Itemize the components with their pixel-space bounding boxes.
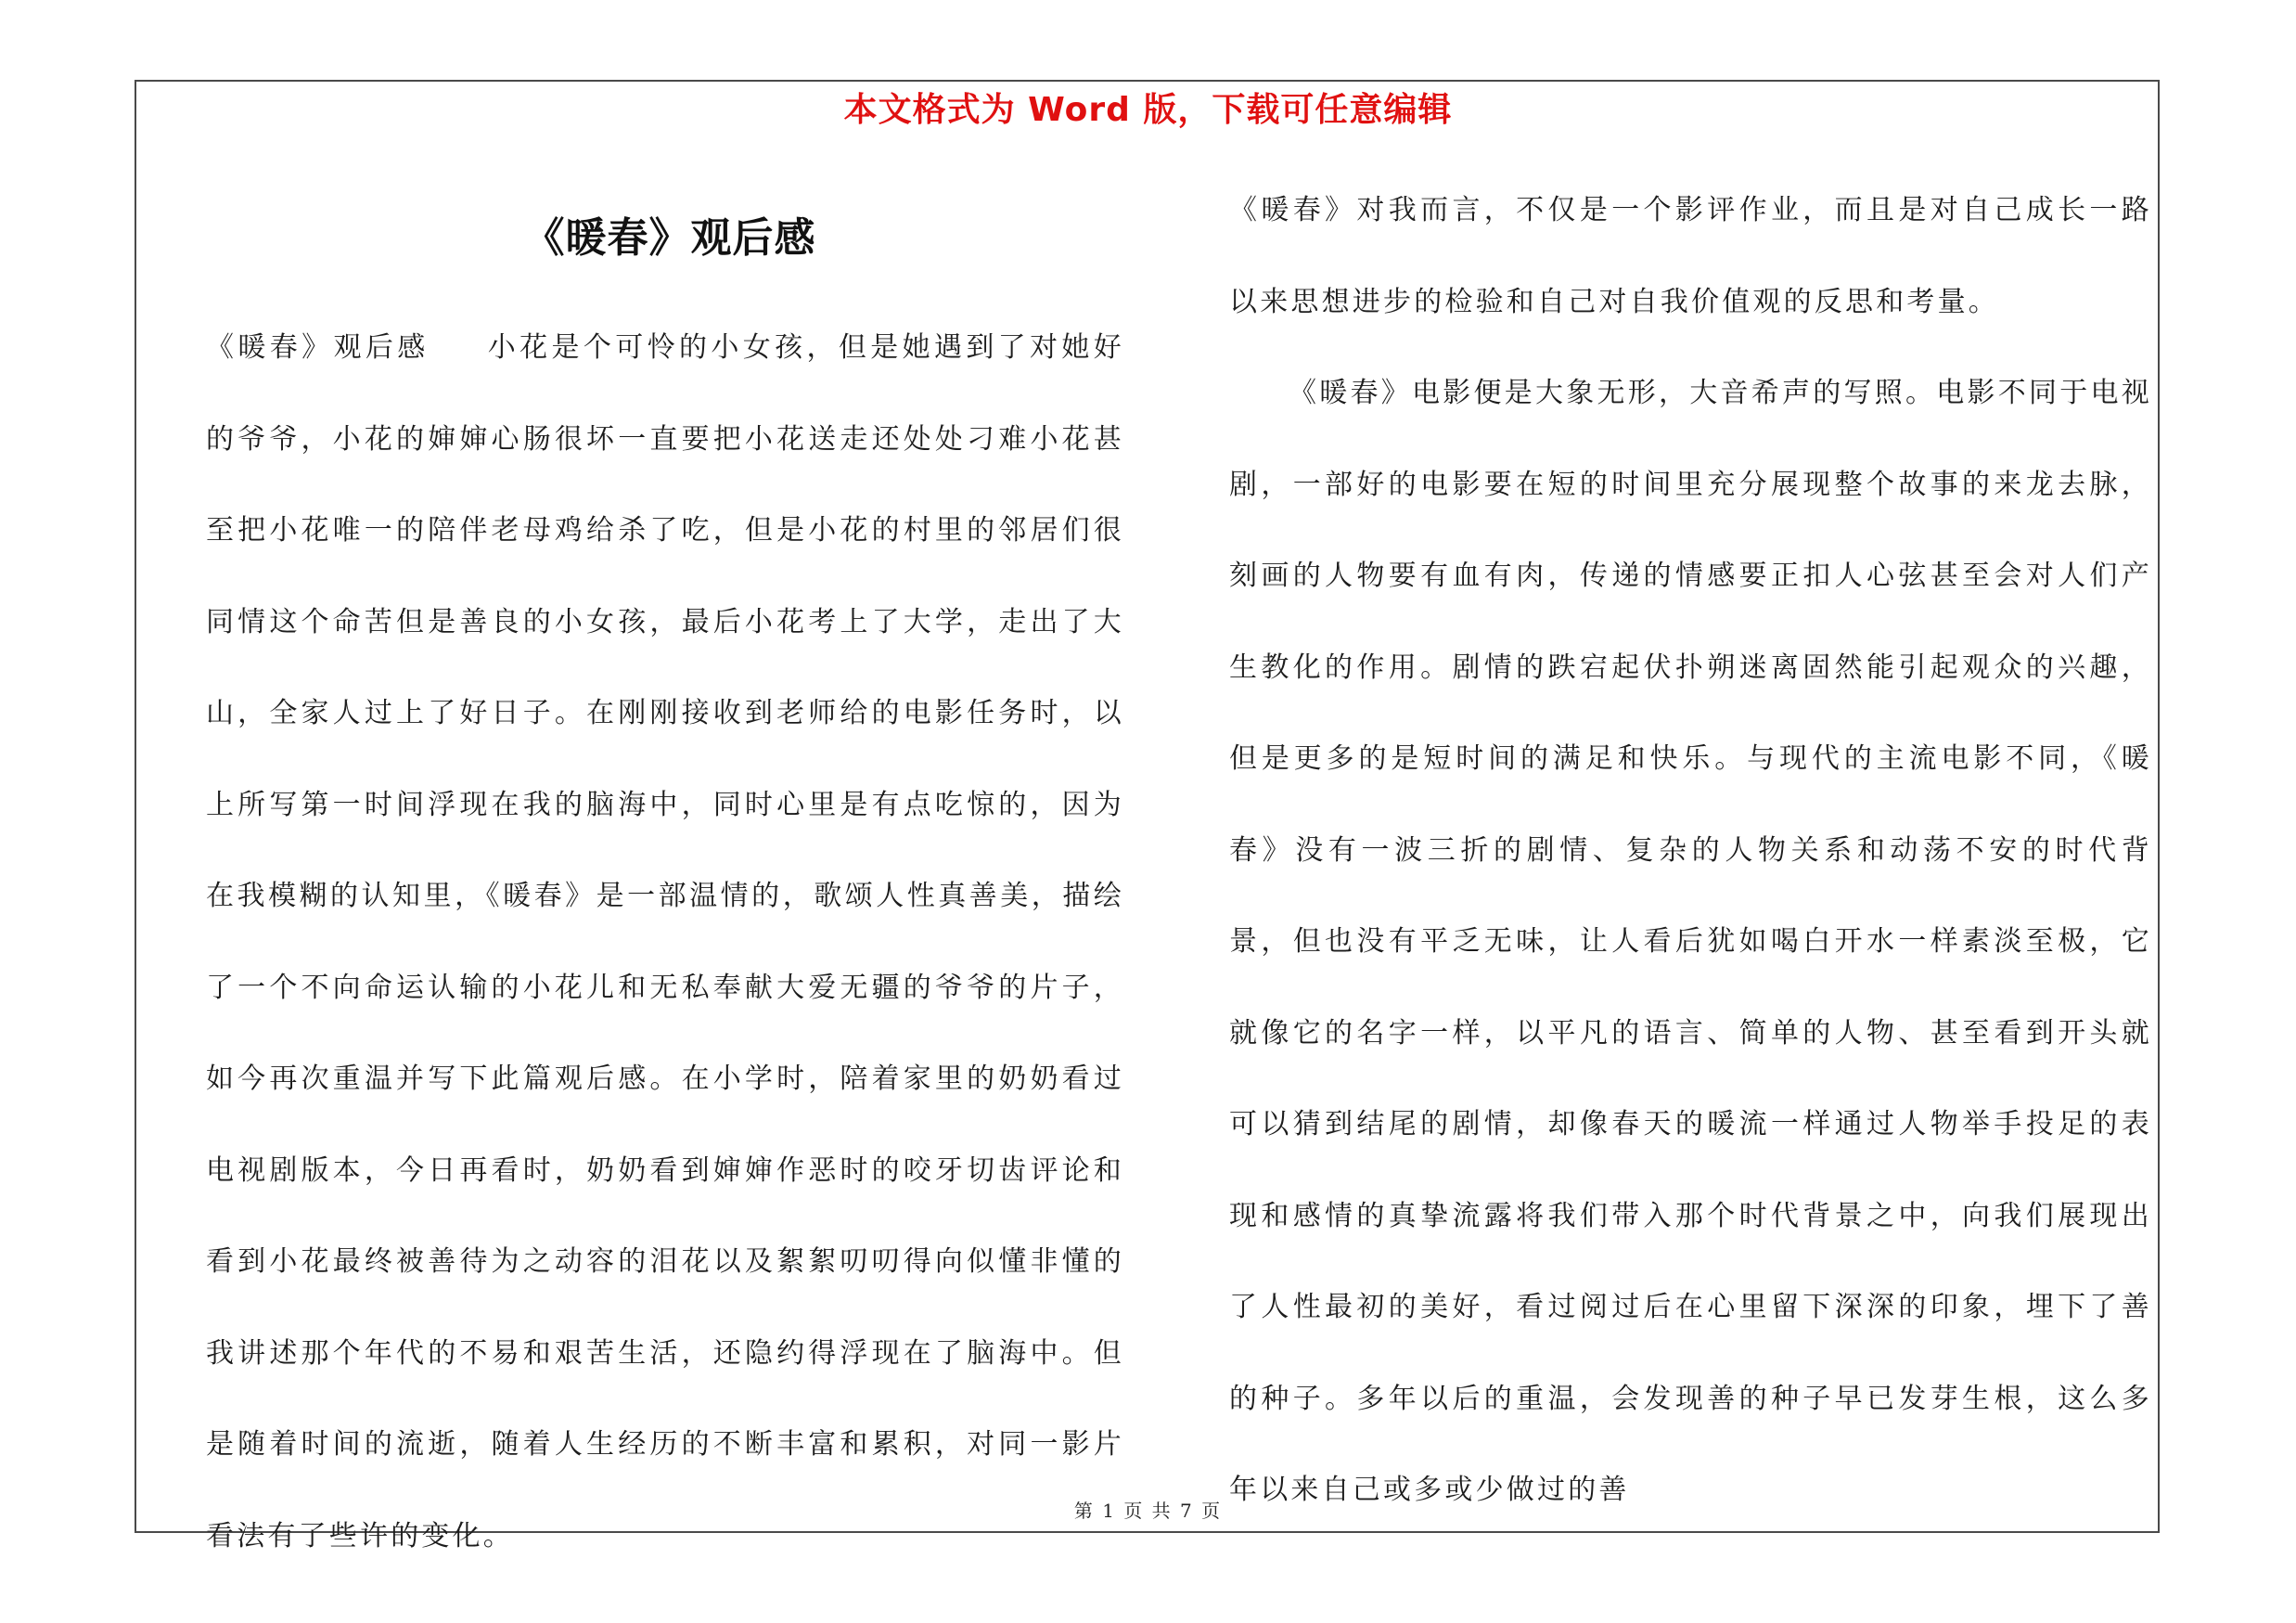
document-title: 《暖春》观后感 (523, 214, 816, 262)
left-column-paragraph (206, 303, 1124, 1582)
left-body-text: 小花是个可怜的小女孩，但是她遇到了对她好的爷爷，小花的婶婶心肠很坏一直要把小花送走还处处刁难小花甚至把小花唯一的陪伴老母鸡给杀了吃，但是小花的村里的邻居们很同情这个命苦但是善良的小女孩，最后小花考上了大学，走出了大山，全家人过上了好日子。在刚刚接收到老师给的电影任务时，以上所写第一时间浮现在我的脑海中，同时心里是有点吃惊的，因为在我模糊的认知里，《暖春》是一部温情的，歌颂人性真善美，描绘了一个不向命运认输的小花儿和无私奉献大爱无疆的爷爷的片子，如今再次重温并写下此篇观后感。在小学时，陪着家里的奶奶看过电视剧版本，今日再看时，奶奶看到婶婶作恶时的咬牙切齿评论和看到小花最终被善待为之动容的泪花以及絮絮叨叨得向似懂非懂的我讲述那个年代的不易和艰苦生活，还隐约得浮现在了脑海中。但是随着时间的流逝，随着人生经历的不断丰富和累积，对同一影片看法有了些许的变化。 (206, 331, 1124, 1552)
page-footer: 第 1 页 共 7 页 (1073, 1500, 1223, 1522)
right-column-paragraph-2: 《暖春》电影便是大象无形，大音希声的写照。电影不同于电视剧，一部好的电影要在短的时间里充分展现整个故事的来龙去脉，刻画的人物要有血有肉，传递的情感要正扣人心弦甚至会对人们产生教化的作用。剧情的跌宕起伏扑朔迷离固然能引起观众的兴趣，但是更多的是短时间的满足和快乐。与现代的主流电影不同，《暖春》没有一波三折的剧情、复杂的人物关系和动荡不安的时代背景，但也没有平乏无味，让人看后犹如喝白开水一样素淡至极，它就像它的名字一样，以平凡的语言、简单的人物、甚至看到开头就可以猜到结尾的剧情，却像春天的暖流一样通过人物举手投足的表现和感情的真挚流露将我们带入那个时代背景之中，向我们展现出了人性最初的美好，看过阅过后在心里留下深深的印象，埋下了善的种子。多年以后的重温，会发现善的种子早已发芽生根，这么多年以来自己或多或少做过的善 (1229, 377, 2152, 1506)
format-notice-banner: 本文格式为 Word 版，下载可任意编辑 (843, 91, 1453, 129)
right-column-paragraph-1: 《暖春》对我而言，不仅是一个影评作业，而且是对自己成长一路以来思想进步的检验和自己对自我价值观的反思和考量。 (1229, 194, 2152, 318)
lead-title: 《暖春》观后感 (206, 331, 430, 364)
